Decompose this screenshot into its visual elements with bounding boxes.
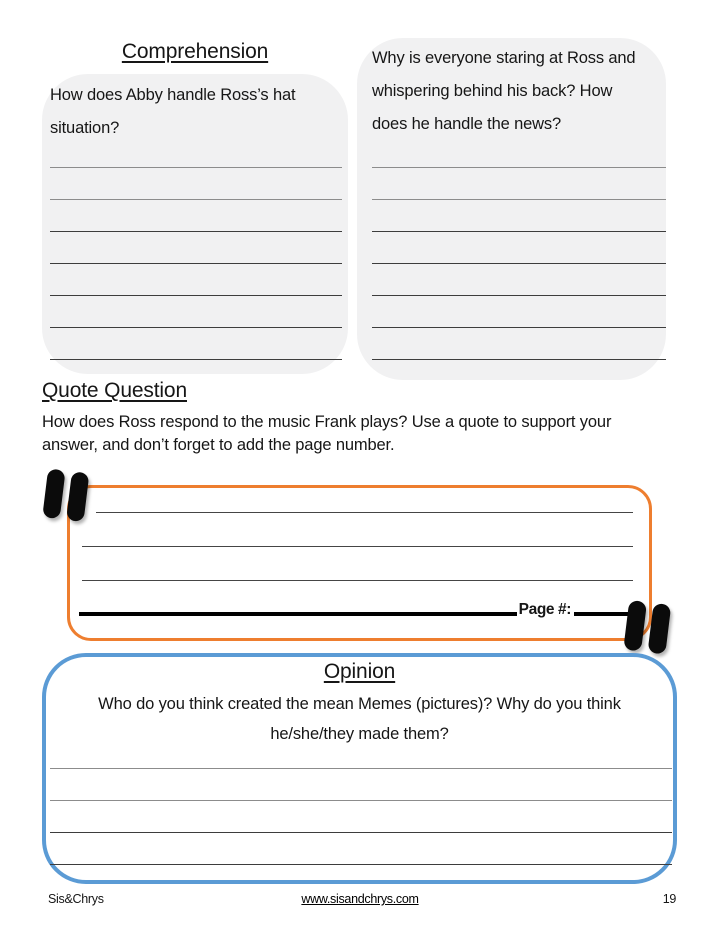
quote-question-prompt [42, 411, 611, 457]
footer-page-number: 19 [662, 892, 676, 906]
answer-line [50, 232, 342, 264]
answer-line [50, 801, 672, 833]
quote-question-title: Quote Question [42, 379, 187, 402]
footer-link-wrap [0, 892, 720, 906]
answer-line [372, 232, 666, 264]
question-text-line: does he handle the news? [372, 115, 562, 133]
question-text-line: whispering behind his back? How [372, 82, 613, 100]
prompt-text-line: answer, and don’t forget to add the page number. [42, 436, 395, 454]
prompt-text-line: How does Ross respond to the music Frank plays? Use a quote to support your [42, 413, 612, 431]
page-number-label: Page #: [518, 600, 571, 618]
open-quote-icon [40, 468, 96, 524]
answer-line [82, 547, 633, 581]
question-text-line: Why is everyone staring at Ross and [372, 49, 636, 67]
footer-link[interactable]: www.sisandchrys.com [301, 892, 419, 906]
comprehension-title: Comprehension [121, 40, 269, 63]
footer-brand: Sis&Chrys [48, 892, 104, 906]
prompt-text-line: Who do you think created the mean Memes (pictures)? Why do you think [98, 695, 621, 713]
answer-line [50, 200, 342, 232]
opinion-title: Opinion [323, 660, 396, 683]
answer-line [372, 296, 666, 328]
answer-line [372, 328, 666, 360]
answer-line [96, 479, 633, 513]
answer-line [372, 136, 666, 168]
answer-line [82, 513, 633, 547]
answer-line [372, 200, 666, 232]
answer-line [50, 833, 672, 865]
answer-line [372, 168, 666, 200]
comprehension-right-question [372, 42, 635, 141]
page-number-row [79, 594, 630, 616]
close-quote-icon [621, 599, 678, 657]
quote-answer-lines [82, 479, 633, 581]
answer-line [50, 264, 342, 296]
page-number-line [79, 612, 517, 616]
comprehension-right-answer-lines [372, 136, 666, 360]
answer-line [50, 168, 342, 200]
answer-line [50, 769, 672, 801]
answer-line [50, 328, 342, 360]
answer-line [50, 737, 672, 769]
prompt-text-line: he/she/they made them? [270, 725, 449, 743]
question-text-line: How does Abby handle Ross’s hat [50, 86, 296, 104]
opinion-answer-lines [50, 737, 672, 865]
answer-line [372, 264, 666, 296]
answer-line [50, 136, 342, 168]
question-text-line: situation? [50, 119, 120, 137]
answer-line [50, 296, 342, 328]
comprehension-left-answer-lines [50, 136, 342, 360]
